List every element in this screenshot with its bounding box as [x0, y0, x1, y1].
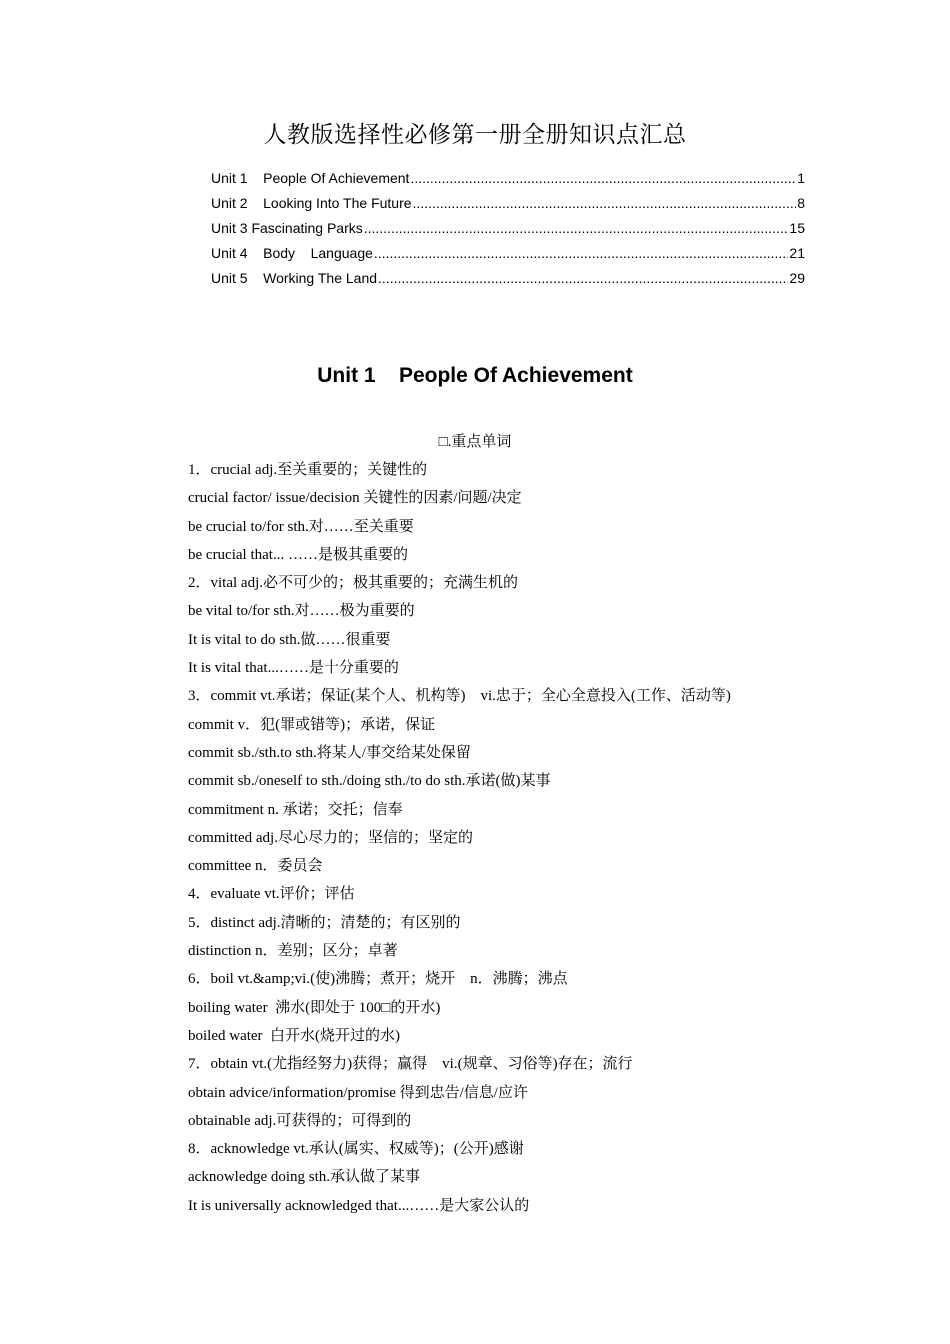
toc-entry-unit-3[interactable]: [211, 218, 805, 243]
vocab-line: obtain advice/information/promise 得到忠告/信息/应许: [188, 1084, 528, 1101]
toc-entry-page: 29: [789, 270, 805, 286]
table-of-contents: [211, 168, 805, 293]
toc-entry-unit-2[interactable]: [211, 193, 805, 218]
document-title: 人教版选择性必修第一册全册知识点汇总: [263, 122, 687, 148]
vocab-line: commit sb./sth.to sth.将某人/事交给某处保留: [188, 744, 471, 761]
vocab-line: commitment n. 承诺；交托；信奉: [188, 801, 403, 818]
vocab-line: 2．vital adj.必不可少的；极其重要的；充满生机的: [188, 575, 518, 592]
toc-entry-page: 15: [789, 220, 805, 236]
vocab-line: be crucial that... ……是极其重要的: [188, 546, 408, 563]
toc-entry-unit-1[interactable]: [211, 168, 805, 193]
vocab-line: 6．boil vt.&amp;vi.(使)沸腾；煮开；烧开 n．沸腾；沸点: [188, 971, 568, 988]
vocab-line: It is vital to do sth.做……很重要: [188, 631, 391, 648]
toc-dot-leader: [378, 268, 788, 288]
toc-entry-label: Unit 1 People Of Achievement: [211, 170, 410, 186]
vocab-line: commit v．犯(罪或错等)；承诺，保证: [188, 716, 436, 733]
vocab-line: It is vital that...……是十分重要的: [188, 660, 399, 677]
toc-entry-label: Unit 3 Fascinating Parks: [211, 220, 363, 236]
vocab-line: be vital to/for sth.对……极为重要的: [188, 603, 415, 620]
toc-entry-page: 1: [797, 170, 805, 186]
section-heading: □.重点单词: [438, 434, 512, 450]
toc-dot-leader: [413, 193, 797, 213]
vocab-line: boiled water 白开水(烧开过的水): [188, 1027, 401, 1044]
vocab-line: 8．acknowledge vt.承认(属实、权威等)；(公开)感谢: [188, 1141, 524, 1158]
toc-entry-unit-4[interactable]: [211, 243, 805, 268]
toc-dot-leader: [374, 243, 789, 263]
vocabulary-list: [188, 456, 848, 1220]
vocab-line: be crucial to/for sth.对……至关重要: [188, 518, 414, 535]
vocab-line: committed adj.尽心尽力的；坚信的；坚定的: [188, 829, 473, 846]
vocab-line: committee n．委员会: [188, 858, 323, 875]
toc-entry-label: Unit 2 Looking Into The Future: [211, 195, 412, 211]
toc-entry-page: 8: [797, 195, 805, 211]
vocab-line: acknowledge doing sth.承认做了某事: [188, 1169, 421, 1186]
toc-entry-label: Unit 5 Working The Land: [211, 270, 378, 286]
vocab-line: 3．commit vt.承诺；保证(某个人、机构等) vi.忠于；全心全意投入(工作、活动等): [188, 688, 731, 705]
vocab-line: 4．evaluate vt.评价；评估: [188, 886, 355, 903]
toc-dot-leader: [410, 168, 796, 188]
toc-entry-unit-5[interactable]: [211, 268, 805, 293]
vocab-line: commit sb./oneself to sth./doing sth./to do sth.承诺(做)某事: [188, 773, 551, 790]
vocab-line: 5．distinct adj.清晰的；清楚的；有区别的: [188, 914, 461, 931]
vocab-line: crucial factor/ issue/decision 关键性的因素/问题/决定: [188, 490, 522, 507]
toc-entry-page: 21: [789, 245, 805, 261]
vocab-line: It is universally acknowledged that...……是大家公认的: [188, 1197, 530, 1214]
unit-heading: Unit 1 People Of Achievement: [317, 364, 633, 387]
vocab-line: boiling water 沸水(即处于 100□的开水): [188, 999, 441, 1016]
vocab-line: obtainable adj.可获得的；可得到的: [188, 1112, 412, 1129]
vocab-line: distinction n．差别；区分；卓著: [188, 943, 398, 960]
vocab-line: 7．obtain vt.(尤指经努力)获得；赢得 vi.(规章、习俗等)存在；流行: [188, 1056, 633, 1073]
toc-dot-leader: [364, 218, 789, 238]
toc-entry-label: Unit 4 Body Language: [211, 245, 373, 261]
vocab-line: 1．crucial adj.至关重要的；关键性的: [188, 462, 428, 478]
